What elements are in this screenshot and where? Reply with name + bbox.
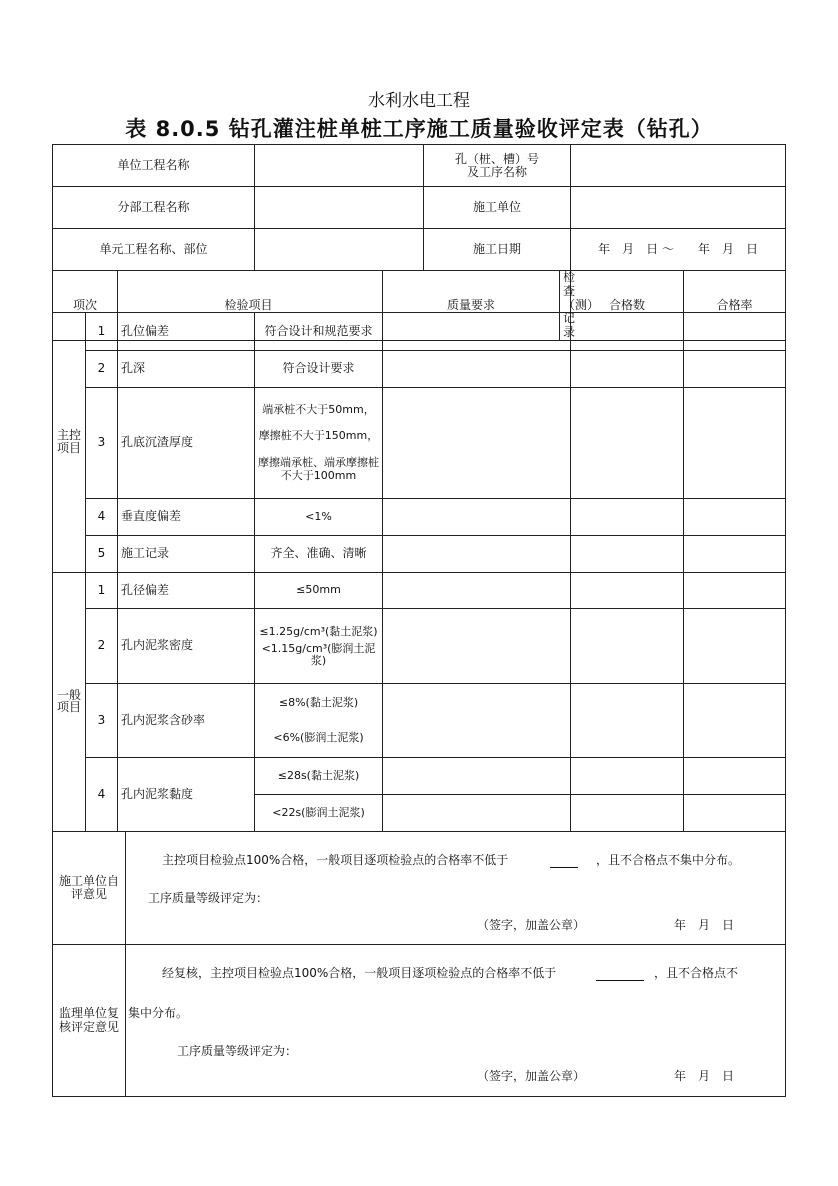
item-no: 4 (86, 499, 118, 536)
col-pass-rate: 合格率 (684, 271, 786, 341)
quality-requirement: 齐全、准确、清晰 (255, 536, 383, 573)
contractor-label: 施工单位 (424, 187, 571, 229)
pass-rate-cell[interactable] (684, 499, 786, 536)
pass-count-cell[interactable] (571, 351, 684, 388)
item-no: 2 (86, 351, 118, 388)
pass-rate-cell[interactable] (684, 758, 786, 795)
table-row (53, 536, 786, 573)
record-cell[interactable] (383, 499, 571, 536)
req-line: 端承桩不大于50mm， (262, 402, 375, 416)
req-line: 摩擦端承桩、端承摩擦桩不大于100mm (258, 456, 379, 482)
quality-requirement: ≤28s(黏土泥浆) (255, 758, 383, 795)
record-cell[interactable] (383, 351, 571, 388)
record-cell[interactable] (383, 313, 571, 351)
unit-project-label: 单位工程名称 (53, 145, 255, 187)
record-cell[interactable] (383, 758, 571, 795)
contractor-date: 年 月 日 (674, 918, 735, 932)
supervisor-grade-label: 工序质量等级评定为： (177, 1044, 298, 1058)
quality-requirement (255, 609, 383, 684)
pass-rate-cell[interactable] (684, 795, 786, 832)
pass-count-cell[interactable] (571, 609, 684, 684)
table-row (53, 313, 786, 351)
req-line: <1.15g/cm³(膨润土泥浆) (261, 642, 376, 667)
element-field[interactable] (255, 229, 424, 271)
quality-requirement: <22s(膨润土泥浆) (255, 795, 383, 832)
col-inspection-item: 检验项目 (118, 271, 383, 341)
contractor-opinion-label: 施工单位自评意见 (53, 832, 126, 945)
pass-count-cell[interactable] (571, 795, 684, 832)
quality-requirement (255, 388, 383, 499)
main-control-label: 主控项目 (53, 313, 86, 573)
hole-label-line2: 及工序名称 (467, 164, 528, 179)
contractor-opinion-content[interactable] (126, 832, 786, 945)
supervisor-opinion-row (53, 945, 786, 1097)
pass-count-cell[interactable] (571, 684, 684, 758)
pass-rate-blank[interactable] (596, 968, 644, 981)
contractor-opinion-text-b: ，且不合格点不集中分布。 (595, 853, 740, 867)
pass-count-cell[interactable] (571, 313, 684, 351)
item-name: 孔内泥浆含砂率 (118, 684, 255, 758)
item-no: 4 (86, 758, 118, 832)
supervisor-opinion-text-b: ，且不合格点不 (653, 966, 738, 980)
req-line: ≤1.25g/cm³(黏土泥浆) (259, 624, 378, 638)
quality-requirement: 符合设计要求 (255, 351, 383, 388)
record-cell[interactable] (383, 536, 571, 573)
table-row (53, 499, 786, 536)
item-no: 5 (86, 536, 118, 573)
req-line: 摩擦桩不大于150mm， (258, 429, 379, 443)
item-no: 1 (86, 313, 118, 351)
pass-rate-cell[interactable] (684, 313, 786, 351)
quality-requirement: <1% (255, 499, 383, 536)
table-row (53, 609, 786, 684)
table-row (53, 758, 786, 795)
supervisor-date: 年 月 日 (674, 1069, 735, 1083)
item-name: 孔内泥浆密度 (118, 609, 255, 684)
document-title: 表 8.0.5 钻孔灌注桩单桩工序施工质量验收评定表（钻孔） (125, 117, 713, 141)
pass-rate-blank[interactable] (550, 855, 578, 868)
item-no: 1 (86, 573, 118, 609)
contractor-opinion-text-a: 主控项目检验点100%合格，一般项目逐项检验点的合格率不低于 (162, 853, 509, 867)
table-row (53, 684, 786, 758)
record-cell[interactable] (383, 609, 571, 684)
col-pass-count: 合格数 (571, 271, 684, 341)
pass-count-cell[interactable] (571, 573, 684, 609)
pass-rate-cell[interactable] (684, 573, 786, 609)
item-name: 孔深 (118, 351, 255, 388)
date-field[interactable]: 年 月 日 ～ 年 月 日 (571, 229, 786, 271)
date-label: 施工日期 (424, 229, 571, 271)
hole-label-line1: 孔（桩、槽）号 (455, 151, 540, 166)
element-label: 单元工程名称、部位 (53, 229, 255, 271)
general-label: 一般项目 (53, 573, 86, 832)
supervisor-opinion-text-c: 集中分布。 (128, 1006, 189, 1020)
info-row-element (53, 229, 786, 271)
pass-count-cell[interactable] (571, 758, 684, 795)
quality-requirement: ≤50mm (255, 573, 383, 609)
table-row (53, 351, 786, 388)
col-record: 检查（测）记录 (560, 271, 571, 341)
quality-requirement: 符合设计和规范要求 (255, 313, 383, 351)
hole-label (424, 145, 571, 187)
pass-count-cell[interactable] (571, 536, 684, 573)
item-no: 2 (86, 609, 118, 684)
contractor-signature: （签字，加盖公章） (477, 918, 586, 932)
quality-requirement (255, 684, 383, 758)
req-line: <6%(膨润土泥浆) (273, 730, 364, 744)
record-cell[interactable] (383, 795, 571, 832)
col-quality-req: 质量要求 (383, 271, 560, 341)
unit-project-field[interactable] (255, 145, 424, 187)
opinion-table (52, 831, 786, 1097)
item-no: 3 (86, 684, 118, 758)
pass-count-cell[interactable] (571, 388, 684, 499)
info-row-sub-project (53, 187, 786, 229)
contractor-opinion-row (53, 832, 786, 945)
item-name: 孔底沉渣厚度 (118, 388, 255, 499)
sub-project-label: 分部工程名称 (53, 187, 255, 229)
req-line: ≤8%(黏土泥浆) (278, 695, 359, 709)
supervisor-opinion-label: 监理单位复核评定意见 (53, 945, 126, 1097)
pass-rate-cell[interactable] (684, 536, 786, 573)
supervisor-opinion-text-a: 经复核，主控项目检验点100%合格，一般项目逐项检验点的合格率不低于 (162, 966, 557, 980)
record-cell[interactable] (383, 684, 571, 758)
pass-rate-cell[interactable] (684, 609, 786, 684)
sub-project-field[interactable] (255, 187, 424, 229)
pass-count-cell[interactable] (571, 499, 684, 536)
pass-rate-cell[interactable] (684, 388, 786, 499)
document-subtitle: 水利水电工程 (368, 91, 470, 111)
item-name: 孔位偏差 (118, 313, 255, 351)
record-cell[interactable] (383, 573, 571, 609)
supervisor-signature: （签字，加盖公章） (477, 1069, 586, 1083)
item-name: 孔径偏差 (118, 573, 255, 609)
pass-rate-cell[interactable] (684, 351, 786, 388)
item-no: 3 (86, 388, 118, 499)
item-name: 垂直度偏差 (118, 499, 255, 536)
record-cell[interactable] (383, 388, 571, 499)
contractor-field[interactable] (571, 187, 786, 229)
item-name: 施工记录 (118, 536, 255, 573)
supervisor-opinion-content[interactable] (126, 945, 786, 1097)
info-row-unit-project (53, 145, 786, 187)
table-row (53, 388, 786, 499)
table-row (53, 573, 786, 609)
contractor-grade-label: 工序质量等级评定为： (148, 891, 269, 905)
hole-field[interactable] (571, 145, 786, 187)
item-name: 孔内泥浆黏度 (118, 758, 255, 832)
col-item-no: 项次 (53, 271, 118, 341)
pass-rate-cell[interactable] (684, 684, 786, 758)
inspection-table (52, 312, 786, 832)
